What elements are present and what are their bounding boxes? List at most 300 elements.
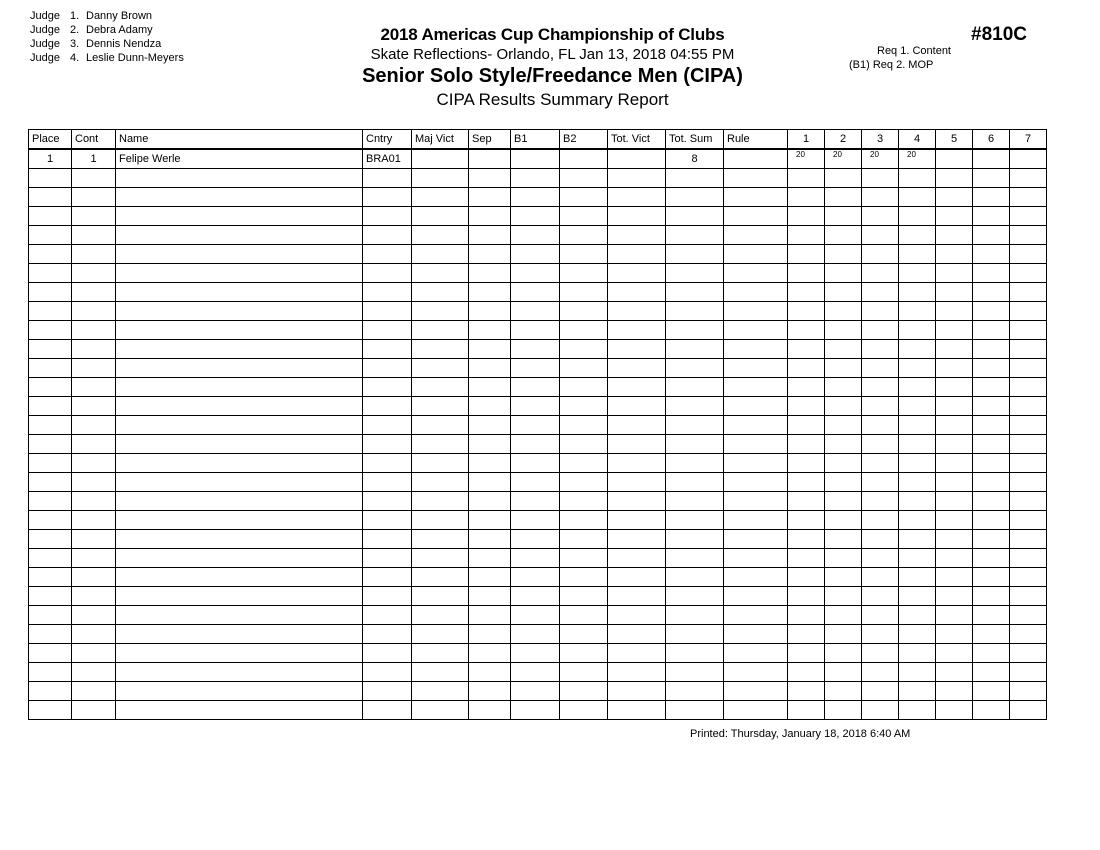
empty-cell <box>608 245 666 264</box>
empty-cell <box>862 207 899 226</box>
empty-cell <box>973 587 1010 606</box>
empty-cell <box>1010 188 1047 207</box>
empty-cell <box>825 169 862 188</box>
empty-cell <box>511 511 560 530</box>
empty-cell <box>666 264 724 283</box>
empty-cell <box>936 283 973 302</box>
empty-cell <box>560 169 608 188</box>
empty-cell <box>825 682 862 701</box>
empty-cell <box>29 682 72 701</box>
empty-cell <box>72 416 116 435</box>
empty-cell <box>469 606 511 625</box>
empty-cell <box>788 226 825 245</box>
empty-cell <box>862 245 899 264</box>
empty-cell <box>825 283 862 302</box>
empty-cell <box>1010 454 1047 473</box>
empty-cell <box>412 169 469 188</box>
empty-cell <box>724 682 788 701</box>
empty-cell <box>862 644 899 663</box>
empty-cell <box>862 169 899 188</box>
empty-table-row <box>29 663 1047 682</box>
empty-cell <box>724 378 788 397</box>
empty-cell <box>1010 587 1047 606</box>
empty-cell <box>862 511 899 530</box>
empty-cell <box>608 226 666 245</box>
empty-cell <box>560 321 608 340</box>
empty-cell <box>825 663 862 682</box>
empty-cell <box>724 169 788 188</box>
empty-cell <box>116 397 363 416</box>
empty-table-row <box>29 245 1047 264</box>
empty-table-row <box>29 492 1047 511</box>
empty-cell <box>511 549 560 568</box>
empty-cell <box>72 169 116 188</box>
empty-cell <box>469 701 511 720</box>
empty-cell <box>973 454 1010 473</box>
empty-cell <box>608 416 666 435</box>
empty-cell <box>116 492 363 511</box>
empty-cell <box>363 454 412 473</box>
empty-cell <box>825 701 862 720</box>
empty-cell <box>1010 207 1047 226</box>
empty-cell <box>29 587 72 606</box>
empty-cell <box>899 169 936 188</box>
empty-cell <box>469 549 511 568</box>
empty-cell <box>72 359 116 378</box>
col-header-judge-4: 4 <box>899 130 936 150</box>
empty-cell <box>72 454 116 473</box>
empty-cell <box>412 188 469 207</box>
empty-cell <box>788 606 825 625</box>
empty-table-row <box>29 682 1047 701</box>
empty-cell <box>469 188 511 207</box>
empty-cell <box>936 302 973 321</box>
empty-cell <box>511 492 560 511</box>
empty-cell <box>511 340 560 359</box>
empty-cell <box>788 397 825 416</box>
empty-cell <box>560 625 608 644</box>
empty-cell <box>412 701 469 720</box>
empty-cell <box>72 321 116 340</box>
empty-table-row <box>29 207 1047 226</box>
empty-cell <box>72 264 116 283</box>
empty-cell <box>469 511 511 530</box>
empty-cell <box>560 511 608 530</box>
empty-table-row <box>29 530 1047 549</box>
empty-cell <box>29 321 72 340</box>
empty-cell <box>862 188 899 207</box>
empty-cell <box>29 302 72 321</box>
empty-cell <box>899 549 936 568</box>
empty-cell <box>973 644 1010 663</box>
empty-cell <box>666 549 724 568</box>
empty-cell <box>469 245 511 264</box>
empty-cell <box>363 207 412 226</box>
empty-cell <box>862 625 899 644</box>
empty-cell <box>788 264 825 283</box>
empty-cell <box>1010 682 1047 701</box>
empty-cell <box>825 492 862 511</box>
empty-table-row <box>29 397 1047 416</box>
empty-cell <box>469 207 511 226</box>
empty-cell <box>899 530 936 549</box>
empty-cell <box>788 245 825 264</box>
empty-cell <box>973 359 1010 378</box>
empty-table-row <box>29 644 1047 663</box>
empty-cell <box>724 701 788 720</box>
empty-cell <box>560 283 608 302</box>
empty-cell <box>973 606 1010 625</box>
empty-cell <box>825 359 862 378</box>
empty-cell <box>412 321 469 340</box>
requirement-2: (B1) Req 2. MOP <box>849 59 934 71</box>
empty-cell <box>363 625 412 644</box>
empty-cell <box>788 302 825 321</box>
cell-judge-4: 20 <box>899 149 936 169</box>
empty-cell <box>363 682 412 701</box>
empty-table-row <box>29 188 1047 207</box>
empty-cell <box>116 454 363 473</box>
empty-cell <box>29 644 72 663</box>
empty-cell <box>469 682 511 701</box>
empty-cell <box>511 625 560 644</box>
empty-cell <box>412 682 469 701</box>
empty-cell <box>412 549 469 568</box>
empty-cell <box>608 682 666 701</box>
empty-cell <box>469 416 511 435</box>
empty-cell <box>1010 302 1047 321</box>
empty-cell <box>608 397 666 416</box>
empty-cell <box>936 568 973 587</box>
empty-cell <box>936 416 973 435</box>
empty-cell <box>363 283 412 302</box>
empty-cell <box>608 701 666 720</box>
empty-cell <box>116 435 363 454</box>
judge-label: Judge <box>30 38 60 50</box>
empty-cell <box>788 511 825 530</box>
empty-cell <box>511 663 560 682</box>
empty-cell <box>363 302 412 321</box>
empty-cell <box>936 701 973 720</box>
empty-cell <box>862 549 899 568</box>
empty-cell <box>29 188 72 207</box>
empty-cell <box>788 682 825 701</box>
empty-cell <box>469 169 511 188</box>
empty-cell <box>936 473 973 492</box>
judge-name: Debra Adamy <box>86 24 153 36</box>
empty-cell <box>899 435 936 454</box>
empty-cell <box>724 264 788 283</box>
cell-tot-sum: 8 <box>666 149 724 169</box>
empty-cell <box>825 264 862 283</box>
empty-cell <box>825 378 862 397</box>
empty-cell <box>608 435 666 454</box>
empty-cell <box>666 188 724 207</box>
empty-cell <box>72 473 116 492</box>
empty-cell <box>412 663 469 682</box>
empty-cell <box>116 701 363 720</box>
empty-cell <box>825 568 862 587</box>
empty-cell <box>899 568 936 587</box>
empty-cell <box>363 663 412 682</box>
empty-cell <box>511 397 560 416</box>
empty-cell <box>363 701 412 720</box>
empty-cell <box>899 625 936 644</box>
empty-cell <box>560 530 608 549</box>
empty-cell <box>666 606 724 625</box>
judge-name: Danny Brown <box>86 10 153 22</box>
empty-cell <box>899 302 936 321</box>
col-header-maj-vict: Maj Vict <box>412 130 469 150</box>
empty-cell <box>825 226 862 245</box>
empty-cell <box>825 435 862 454</box>
empty-cell <box>666 568 724 587</box>
empty-cell <box>899 606 936 625</box>
empty-cell <box>899 340 936 359</box>
empty-cell <box>1010 606 1047 625</box>
empty-cell <box>72 245 116 264</box>
empty-cell <box>788 625 825 644</box>
empty-cell <box>116 606 363 625</box>
empty-cell <box>936 397 973 416</box>
empty-cell <box>412 492 469 511</box>
empty-cell <box>511 587 560 606</box>
judge-number: 2. <box>70 24 80 36</box>
empty-cell <box>608 606 666 625</box>
empty-cell <box>825 511 862 530</box>
empty-cell <box>666 283 724 302</box>
event-code: #810C <box>971 24 1027 45</box>
empty-cell <box>899 473 936 492</box>
empty-cell <box>29 245 72 264</box>
empty-cell <box>825 606 862 625</box>
empty-cell <box>29 226 72 245</box>
empty-cell <box>412 397 469 416</box>
empty-cell <box>511 568 560 587</box>
empty-cell <box>116 530 363 549</box>
empty-cell <box>666 473 724 492</box>
empty-cell <box>666 492 724 511</box>
empty-cell <box>1010 492 1047 511</box>
empty-cell <box>469 454 511 473</box>
empty-table-row <box>29 549 1047 568</box>
empty-table-row <box>29 378 1047 397</box>
empty-cell <box>666 302 724 321</box>
empty-cell <box>116 473 363 492</box>
empty-cell <box>72 188 116 207</box>
empty-cell <box>899 321 936 340</box>
empty-cell <box>973 663 1010 682</box>
empty-cell <box>412 226 469 245</box>
empty-cell <box>724 454 788 473</box>
empty-cell <box>724 644 788 663</box>
report-name: CIPA Results Summary Report <box>436 90 669 109</box>
empty-cell <box>412 568 469 587</box>
empty-cell <box>936 245 973 264</box>
empty-cell <box>1010 568 1047 587</box>
empty-cell <box>788 359 825 378</box>
empty-cell <box>511 682 560 701</box>
empty-cell <box>560 264 608 283</box>
empty-cell <box>412 473 469 492</box>
empty-cell <box>608 473 666 492</box>
empty-cell <box>412 587 469 606</box>
empty-cell <box>973 492 1010 511</box>
empty-cell <box>936 606 973 625</box>
empty-cell <box>973 302 1010 321</box>
empty-cell <box>469 340 511 359</box>
empty-cell <box>825 302 862 321</box>
empty-cell <box>724 625 788 644</box>
empty-cell <box>825 340 862 359</box>
empty-cell <box>29 625 72 644</box>
empty-cell <box>469 568 511 587</box>
empty-cell <box>72 492 116 511</box>
empty-cell <box>825 454 862 473</box>
empty-cell <box>862 378 899 397</box>
cell-name: Felipe Werle <box>116 149 363 169</box>
empty-cell <box>862 492 899 511</box>
empty-cell <box>973 340 1010 359</box>
empty-cell <box>936 682 973 701</box>
empty-cell <box>1010 416 1047 435</box>
empty-table-row <box>29 511 1047 530</box>
empty-cell <box>29 511 72 530</box>
empty-cell <box>936 644 973 663</box>
empty-cell <box>666 378 724 397</box>
judge-label: Judge <box>30 10 60 22</box>
empty-cell <box>973 473 1010 492</box>
empty-cell <box>363 530 412 549</box>
empty-cell <box>469 663 511 682</box>
empty-cell <box>936 549 973 568</box>
empty-cell <box>899 416 936 435</box>
empty-cell <box>1010 378 1047 397</box>
cell-rule <box>724 149 788 169</box>
empty-cell <box>469 397 511 416</box>
empty-cell <box>116 549 363 568</box>
empty-cell <box>936 530 973 549</box>
empty-cell <box>469 473 511 492</box>
empty-cell <box>560 226 608 245</box>
col-header-cont: Cont <box>72 130 116 150</box>
empty-cell <box>724 473 788 492</box>
competition-title: 2018 Americas Cup Championship of Clubs <box>380 25 725 44</box>
empty-cell <box>666 682 724 701</box>
empty-cell <box>899 283 936 302</box>
judge-label: Judge <box>30 52 60 64</box>
empty-cell <box>788 644 825 663</box>
empty-cell <box>116 302 363 321</box>
empty-cell <box>724 340 788 359</box>
empty-cell <box>29 397 72 416</box>
judge-row <box>30 9 184 23</box>
empty-cell <box>724 568 788 587</box>
empty-table-row <box>29 587 1047 606</box>
col-header-judge-2: 2 <box>825 130 862 150</box>
empty-cell <box>560 473 608 492</box>
empty-cell <box>560 644 608 663</box>
empty-cell <box>973 207 1010 226</box>
empty-cell <box>29 568 72 587</box>
empty-cell <box>72 663 116 682</box>
empty-cell <box>608 454 666 473</box>
empty-cell <box>899 397 936 416</box>
empty-cell <box>29 663 72 682</box>
col-header-judge-5: 5 <box>936 130 973 150</box>
empty-table-row <box>29 701 1047 720</box>
empty-cell <box>666 359 724 378</box>
empty-cell <box>788 188 825 207</box>
empty-cell <box>608 283 666 302</box>
empty-cell <box>1010 359 1047 378</box>
empty-cell <box>511 245 560 264</box>
empty-cell <box>560 549 608 568</box>
empty-cell <box>724 549 788 568</box>
empty-cell <box>862 473 899 492</box>
empty-cell <box>788 492 825 511</box>
empty-cell <box>560 340 608 359</box>
empty-cell <box>1010 473 1047 492</box>
empty-cell <box>936 226 973 245</box>
empty-cell <box>862 321 899 340</box>
cell-b2 <box>560 149 608 169</box>
empty-cell <box>788 169 825 188</box>
empty-cell <box>825 530 862 549</box>
empty-cell <box>469 587 511 606</box>
empty-cell <box>72 568 116 587</box>
empty-cell <box>724 302 788 321</box>
empty-cell <box>116 682 363 701</box>
empty-cell <box>862 226 899 245</box>
empty-cell <box>72 530 116 549</box>
empty-cell <box>469 321 511 340</box>
empty-cell <box>469 378 511 397</box>
empty-cell <box>412 245 469 264</box>
empty-cell <box>666 340 724 359</box>
empty-cell <box>116 188 363 207</box>
empty-cell <box>511 416 560 435</box>
empty-cell <box>724 492 788 511</box>
empty-cell <box>29 454 72 473</box>
empty-cell <box>862 568 899 587</box>
empty-cell <box>363 264 412 283</box>
empty-cell <box>363 188 412 207</box>
empty-cell <box>72 644 116 663</box>
empty-cell <box>363 359 412 378</box>
empty-cell <box>724 397 788 416</box>
empty-cell <box>666 245 724 264</box>
empty-cell <box>936 663 973 682</box>
empty-cell <box>973 416 1010 435</box>
judge-number: 3. <box>70 38 80 50</box>
col-header-cntry: Cntry <box>363 130 412 150</box>
empty-cell <box>1010 549 1047 568</box>
empty-cell <box>862 701 899 720</box>
empty-cell <box>973 245 1010 264</box>
empty-cell <box>724 359 788 378</box>
empty-cell <box>560 302 608 321</box>
empty-cell <box>363 587 412 606</box>
empty-cell <box>724 283 788 302</box>
cell-cntry: BRA01 <box>363 149 412 169</box>
empty-cell <box>936 492 973 511</box>
empty-cell <box>1010 226 1047 245</box>
empty-cell <box>788 663 825 682</box>
empty-cell <box>936 207 973 226</box>
empty-cell <box>1010 530 1047 549</box>
judge-number: 4. <box>70 52 80 64</box>
